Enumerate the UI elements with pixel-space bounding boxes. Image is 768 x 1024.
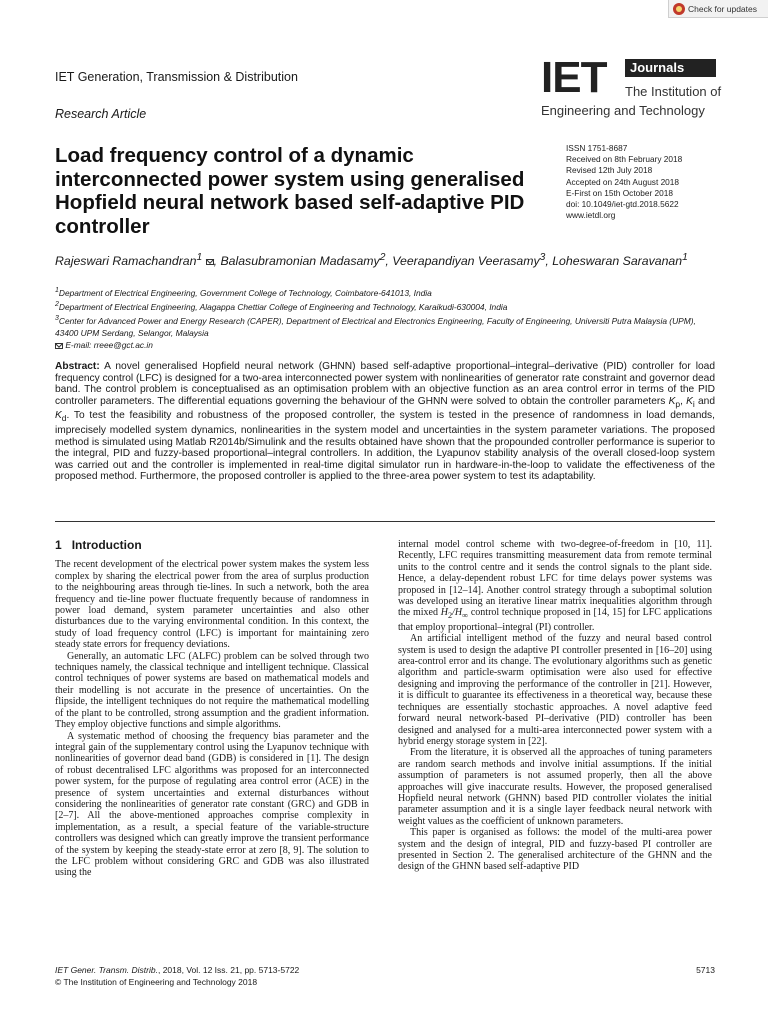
author-name: , Veerapandiyan Veerasamy bbox=[385, 254, 540, 269]
author-affil-sup: 1 bbox=[682, 252, 688, 263]
check-for-updates-button[interactable] bbox=[668, 0, 768, 18]
e-first-date: E-First on 15th October 2018 bbox=[566, 187, 673, 198]
symbol-k: K bbox=[668, 395, 676, 407]
symbol-sub: ∞ bbox=[462, 611, 469, 621]
email-line bbox=[55, 339, 720, 351]
body-paragraph: The recent development of the electrical power system makes the system less complex by sharing the electrical power from the area of surplus production to the neighbouring areas through tie-lines. In such a network, both the area frequency and tie-line power fluctuate frequently because of randomness in power load demand, system parameter uncertainties and also other disturbances due to the varying environmental condition. In this context, the study of load frequency control (LFC) is important for maintaining zero steady state errors for frequency deviations. bbox=[55, 559, 369, 651]
affiliation bbox=[55, 313, 720, 339]
iet-journals-logo bbox=[541, 53, 722, 122]
body-paragraph: From the literature, it is observed all the approaches of tuning parameters are random search methods and involve initial assumptions. If the initial assumption of parameters is not assumed properly, then all the above approaches will give inaccurate results. However, the proposed generalised Hopfield neural network (GHNN) based PID controller violates the initial parameter assumption and it is a single layer feedback neural network with weight values as the coefficient of unknown parameters. bbox=[398, 747, 712, 827]
author-name: , Balasubramonian Madasamy bbox=[213, 254, 380, 269]
email[interactable]: E-mail: rreee@gct.ac.in bbox=[65, 340, 153, 351]
footer-copyright: © The Institution of Engineering and Technology 2018 bbox=[55, 977, 258, 988]
author-name: Rajeswari Ramachandran bbox=[55, 254, 197, 269]
abstract-sep: , bbox=[680, 395, 687, 407]
symbol-sub: d bbox=[61, 413, 67, 424]
logo-line-2: Engineering and Technology bbox=[541, 103, 705, 118]
abstract-sep: and bbox=[694, 395, 715, 407]
abstract-text: A novel generalised Hopfield neural network (GHNN) based self-adaptive proportional–integral–derivative (PID) controller for load frequency control (LFC) is designed for a two-area interconnected power system with nonlinearities of generator rate constraint and governor dead band. The control problem is conceptualised as an optimisation problem with an objective function as an area control error in terms of the PID controller parameters. The differential equations governing the behaviour of the GHNN were solved to obtain the controller parameters bbox=[55, 361, 715, 407]
footer-citation bbox=[55, 964, 715, 976]
revised-date: Revised 12th July 2018 bbox=[566, 165, 653, 176]
affiliation-text: Center for Advanced Power and Energy Research (CAPER), Department of Electrical and Electronics Engineering, Faculty of Engineering, Universiti Putra Malaysia (UPM), 43400 UPM Serdang, Selangor, Malaysia bbox=[55, 315, 696, 338]
accepted-date: Accepted on 24th August 2018 bbox=[566, 176, 680, 187]
body-paragraph: This paper is organised as follows: the model of the multi-area power system and the design of integral, PID and fuzzy-based PI controller are presented in Section 2. The generalised architecture of the GHNN and the design of the GHNN based self-adaptive PID bbox=[398, 827, 712, 873]
author-affil-sup: 1 bbox=[196, 252, 203, 263]
symbol-sub: i bbox=[692, 398, 695, 409]
page-footer bbox=[55, 964, 715, 989]
affiliation-sup: 1 bbox=[55, 287, 59, 294]
abstract-text: . To test the feasibility and robustness of the proposed controller, the system is tested in the presence of randomness in load demands, imprecisely modelled system dynamics, nonlinearities in the system model and uncertainties in the system parameter variations. The proposed method is simulated using Matlab R2014b/Simulink and the results obtained have shown that the propounded controller performance is superior to the integral, PID and fuzzy-based proportional–integral controllers. In addition, the Lyapunov stability analysis of the overall closed-loop system was carried out and the controller is implemented in real-time digital simulator run in hardware-in-the-loop to validate the effectiveness of the proposed method. Furthermore, the proposed controller is applied to the three-area power system to test its adaptability. bbox=[55, 410, 715, 483]
logo-line-1: The Institution of bbox=[625, 84, 722, 99]
symbol-sub: p bbox=[675, 398, 681, 409]
affiliation-text: Department of Electrical Engineering, Alagappa Chettiar College of Engineering and Technology, Karaikudi-630004, India bbox=[58, 301, 508, 312]
body-paragraph: A systematic method of choosing the frequency bias parameter and the integral gain of the supplementary control using the Lyapunov technique with nonlinearities of governor dead band (GDB) is considered in [1]. The design of robust decentralised LFC algorithms was proposed for an interconnected power system, for the purpose of regulating area control error (ACE) in the presence of system uncertainties and external disturbances without considering the nonlinearities of generator rate constant (GRC) and GDB in [2–7]. All the above-mentioned approaches comprise complexity in implementation, as a result, a special feature of the variable-structure controllers was designed which can greatly improve the transient performance of the system by keeping the steady-state error at zero [8, 9]. The solution to the LFC problem without considering GRC and GDB was also illustrated using the bbox=[55, 730, 369, 879]
body-paragraph bbox=[398, 539, 712, 633]
issn: ISSN 1751-8687 bbox=[566, 143, 628, 153]
article-title: Load frequency control of a dynamic interconnected power system using generalised Hopfield neural network based self-adaptive PID controller bbox=[55, 144, 525, 238]
article-type: Research Article bbox=[55, 107, 147, 121]
body-paragraph: An artificial intelligent method of the fuzzy and neural based control system is used to design the adaptive PI controller presented in [16–20] using area-control error and its change. The evolutionary algorithms such as genetic algorithm and particle-swarm optimisation were also used for effective designing and improving the performance of the controller in [21]. However, it is difficult to guarantee its effectiveness in a theoretical way, because these techniques are essentially stochastic approaches. A novel adaptive feed forward neural network-based PI–derivative (PID) controller has been designed and analysed for a multi-area interconnected power system with a hybrid energy storage system in [22]. bbox=[398, 633, 712, 747]
section-title: Introduction bbox=[71, 538, 142, 552]
body-text: control technique proposed in [14, 15] for LFC applications that employ proportional–integral (PI) controller. bbox=[398, 607, 712, 633]
doi[interactable]: doi: 10.1049/iet-gtd.2018.5622 bbox=[566, 199, 679, 210]
section-number: 1 bbox=[55, 538, 62, 552]
body-text: internal model control scheme with two-degree-of-freedom in [10, 11]. Recently, LFC requires transmitting measurement data from remote terminal units to the control centre and it sends the control signals to the plant side. Hence, a delay-dependent robust LFC for time delays power systems was proposed in [12–14]. Another control strategy through a suboptimal solution was developed using an iterative linear matrix inequalities algorithm through the mixed bbox=[398, 539, 712, 619]
abstract-label: Abstract: bbox=[55, 361, 100, 372]
section-heading bbox=[55, 540, 369, 551]
symbol-h: H bbox=[454, 607, 463, 619]
symbol-k: K bbox=[55, 410, 62, 422]
affiliation-sup: 2 bbox=[55, 301, 59, 308]
website-link[interactable]: www.ietdl.org bbox=[566, 210, 616, 221]
author-affil-sup: 2 bbox=[379, 252, 386, 263]
author-affil-sup: 3 bbox=[539, 252, 546, 263]
envelope-icon bbox=[206, 259, 214, 265]
footer-volume: , 2018, Vol. 12 Iss. 21, pp. 5713-5722 bbox=[157, 965, 300, 975]
body-column-right bbox=[398, 539, 712, 873]
logo-badge: Journals bbox=[625, 59, 716, 77]
author-list bbox=[55, 249, 715, 270]
affiliation bbox=[55, 299, 720, 313]
logo-mark: IET bbox=[541, 53, 607, 102]
symbol-sub: 2 bbox=[447, 611, 453, 621]
crossmark-icon bbox=[673, 3, 685, 15]
envelope-icon bbox=[55, 343, 63, 349]
author-name: , Loheswaran Saravanan bbox=[545, 254, 683, 269]
footer-journal: IET Gener. Transm. Distrib. bbox=[55, 965, 158, 975]
affiliation bbox=[55, 285, 720, 299]
page-number: 5713 bbox=[696, 965, 715, 975]
affiliation-text: Department of Electrical Engineering, Government College of Technology, Coimbatore-641013, India bbox=[58, 287, 432, 298]
journal-name: IET Generation, Transmission & Distribution bbox=[55, 70, 298, 84]
affiliations bbox=[55, 285, 720, 351]
article-metadata bbox=[566, 143, 682, 221]
body-column-left bbox=[55, 540, 369, 879]
affiliation-sup: 3 bbox=[55, 315, 59, 322]
abstract bbox=[55, 361, 715, 483]
symbol-k: K bbox=[686, 395, 693, 407]
received-date: Received on 8th February 2018 bbox=[566, 154, 683, 165]
symbol-h: H bbox=[440, 607, 448, 619]
divider bbox=[55, 521, 715, 522]
body-paragraph: Generally, an automatic LFC (ALFC) problem can be solved through two techniques namely, the classical technique and intelligent technique. Classical control techniques of power systems are based on mathematical models and their modelling is not accurate in the presence of uncertainties. On the flipside, the intelligent techniques do not require the mathematical modelling of the plant to be controlled, strong assumption and the gradient information. They employ objective functions and simple algorithms. bbox=[55, 650, 369, 731]
check-for-updates-label: Check for updates bbox=[688, 3, 757, 14]
symbol-slash: / bbox=[452, 607, 455, 619]
